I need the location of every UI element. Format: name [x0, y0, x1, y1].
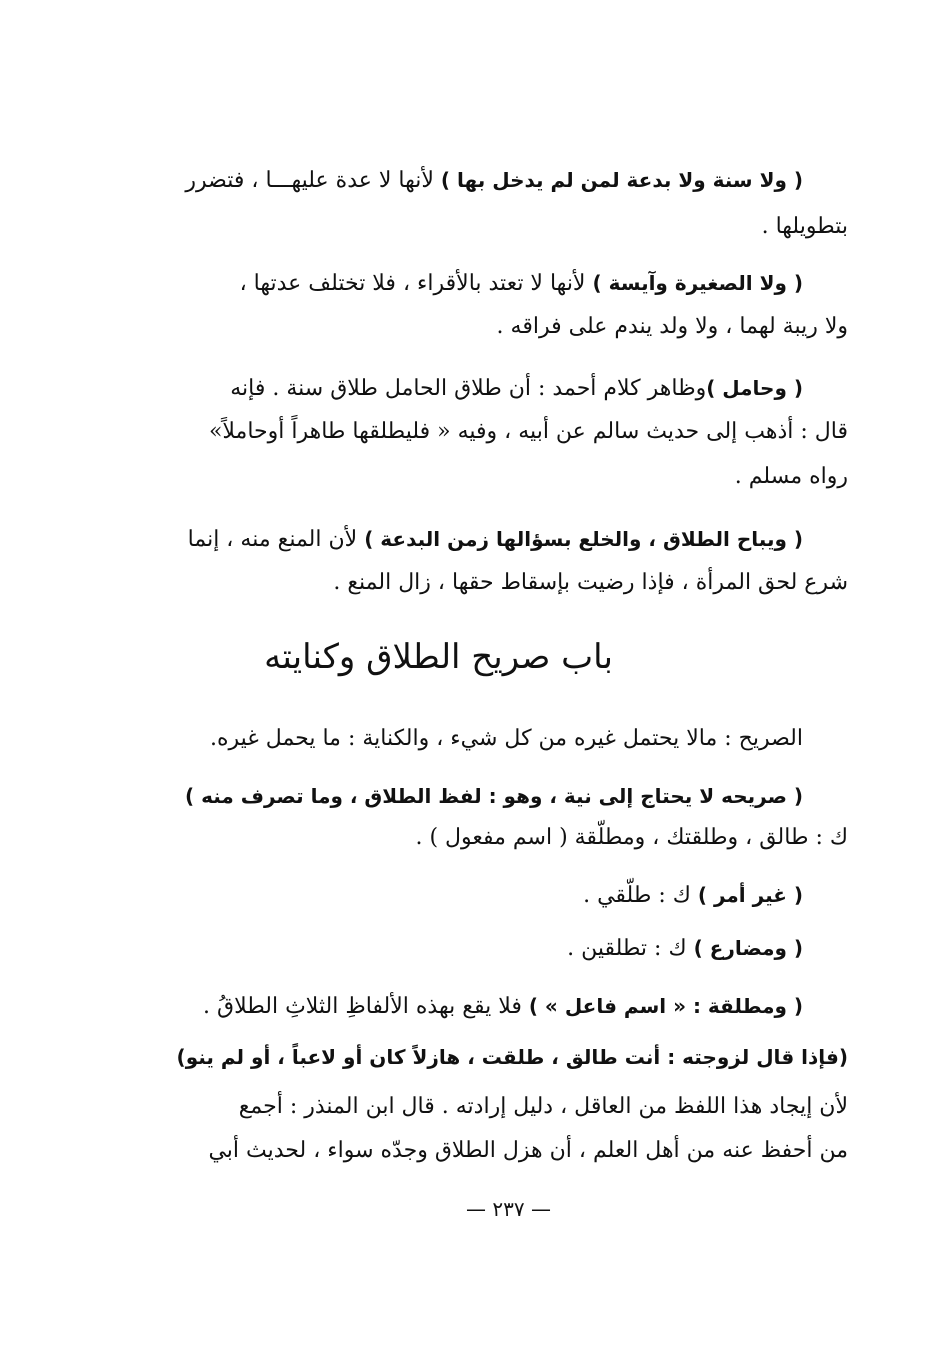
paragraph-3-line-1 [230, 378, 803, 400]
paragraph-8-line-1 [567, 938, 803, 960]
text-span: وظاهر كلام أحمد : أن طلاق الحامل طلاق سنة . فإنه [230, 376, 707, 401]
paragraph-4-line-2 [333, 572, 848, 594]
paragraph-1-line-2 [762, 216, 848, 238]
bold-phrase: ( صريحه لا يحتاج إلى نية ، وهو : لفظ الطلاق ، وما تصرف منه ) [184, 784, 803, 808]
text-span: لأنها لا عدة عليهـــا ، فتضرر [185, 168, 441, 193]
section-title: باب صريح الطلاق وكنايته [264, 637, 613, 677]
paragraph-7-line-1 [583, 885, 803, 907]
text-span: من أحفظ عنه من أهل العلم ، أن هزل الطلاق وجدّه سواء ، لحديث أبي [208, 1138, 848, 1163]
bold-phrase: ( ويباح الطلاق ، والخلع بسؤالها زمن البدعة ) [364, 527, 803, 551]
bold-phrase: ( ولا سنة ولا بدعة لمن لم يدخل بها ) [440, 168, 803, 192]
text-span: ولا ريبة لهما ، ولا ولد يندم على فراقه . [496, 314, 848, 339]
text-span: بتطويلها . [761, 214, 848, 239]
text-span: لأن المنع منه ، إنما [187, 527, 365, 552]
text-span: الصريح : مالا يحتمل غيره من كل شيء ، والكناية : ما يحمل غيره. [209, 726, 803, 751]
text-span: لأن إيجاد هذا اللفظ من العاقل ، دليل إرادته . قال ابن المنذر : أجمع [238, 1094, 848, 1119]
paragraph-4-line-1 [188, 529, 803, 551]
bold-phrase: ( ولا الصغيرة وآيسة ) [592, 271, 803, 295]
text-span: لأنها لا تعتد بالأقراء ، فلا تختلف عدتها ، [239, 271, 593, 296]
paragraph-1-line-1 [185, 170, 803, 192]
paragraph-2-line-1 [240, 273, 803, 295]
text-span: ك : تطلقين . [567, 936, 694, 961]
text-span: رواه مسلم . [734, 464, 848, 489]
text-span: ك : طلّقي . [583, 883, 698, 908]
text-span: فلا يقع بهذه الألفاظِ الثلاثِ الطلاقُ . [203, 994, 529, 1019]
paragraph-9-line-1 [203, 996, 803, 1018]
paragraph-11-line-1 [239, 1096, 848, 1118]
text-span: شرع لحق المرأة ، فإذا رضيت بإسقاط حقها ، زال المنع . [333, 570, 848, 595]
paragraph-2-line-2 [497, 316, 848, 338]
bold-phrase: ( ومضارع ) [693, 936, 803, 960]
bold-phrase: ( وحامل ) [706, 376, 803, 400]
paragraph-3-line-2 [209, 421, 848, 443]
bold-phrase: (فإذا قال لزوجته : أنت طالق ، طلقت ، هازلاً كان أو لاعباً ، أو لم ينو) [176, 1045, 848, 1069]
paragraph-11-line-2 [208, 1140, 848, 1162]
bold-phrase: ( غير أمر ) [697, 883, 803, 907]
paragraph-5-line-1 [210, 728, 803, 750]
paragraph-6-line-1 [185, 786, 803, 808]
paragraph-10-line-1 [177, 1047, 848, 1069]
text-span: قال : أذهب إلى حديث سالم عن أبيه ، وفيه « فليطلقها طاهراً أوحاملاً» [208, 419, 848, 444]
paragraph-3-line-3 [735, 466, 848, 488]
paragraph-6-line-2 [415, 827, 848, 849]
bold-phrase: ( ومطلقة : « اسم فاعل » ) [528, 994, 803, 1018]
page-number: — ٢٣٧ — [466, 1197, 551, 1221]
text-span: ك : طالق ، وطلقتك ، ومطلّقة ( اسم مفعول ) . [415, 825, 848, 850]
